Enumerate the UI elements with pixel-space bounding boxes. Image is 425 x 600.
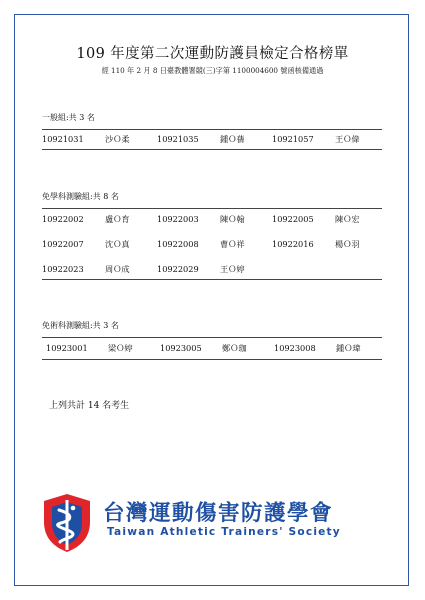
exam-id: 10921031 [42,134,84,144]
candidate-name: 周Ｏ成 [105,264,130,274]
exam-id: 10923001 [46,343,88,353]
exam-id: 10922005 [272,214,314,224]
candidate-name: 鍾Ｏ瑋 [336,343,361,353]
section-table [42,337,382,360]
candidate-name: 曹Ｏ祥 [220,239,245,249]
exam-id [272,264,335,275]
exam-id: 10923005 [160,343,202,353]
table-row [46,343,382,354]
society-name-en: Taiwan Athletic Trainers' Society [107,526,341,538]
candidate-name: 陳Ｏ宏 [335,214,360,224]
exam-id: 10921057 [272,134,314,144]
candidate-name: 盧Ｏ育 [105,214,130,224]
section-heading: 一般組:共 3 名 [42,113,95,122]
candidate-name: 陳Ｏ翰 [220,214,245,224]
page-title: 109 年度第二次運動防護員檢定合格榜單 [76,46,349,62]
section-exempt-written [42,191,382,280]
candidate-name: 梁Ｏ婷 [108,343,133,353]
candidate-name: 沈Ｏ真 [105,239,130,249]
candidate-name: 沙Ｏ柔 [105,134,130,144]
section-table [42,129,382,150]
section-heading: 免術科測驗組:共 3 名 [42,321,119,330]
exam-id: 10922023 [42,264,84,274]
table-row [42,239,382,250]
society-logo [40,490,385,555]
section-heading: 免學科測驗組:共 8 名 [42,192,119,201]
candidate-name: 鍾Ｏ蒨 [220,134,245,144]
section-exempt-practical [42,320,382,360]
page-subtitle: 經 110 年 2 月 8 日臺教體署競(三)字第 1100004600 號函核備通過 [101,66,324,75]
section-table [42,208,382,280]
table-row [42,264,382,275]
table-row [42,134,382,145]
exam-id: 10922008 [157,239,199,249]
candidate-name: 楊Ｏ羽 [335,239,360,249]
exam-id: 10923008 [274,343,316,353]
table-row [42,214,382,225]
caduceus-shield-icon [40,492,94,554]
exam-id: 10922003 [157,214,199,224]
candidate-name [335,264,382,275]
exam-id: 10921035 [157,134,199,144]
exam-id: 10922016 [272,239,314,249]
candidate-name: 王Ｏ婷 [220,264,245,274]
candidate-name: 鄭Ｏ珈 [222,343,247,353]
summary-text: 上列共計 14 名考生 [49,401,130,411]
exam-id: 10922002 [42,214,84,224]
exam-id: 10922007 [42,239,84,249]
society-name-zh: 台灣運動傷害防護學會 [103,501,334,526]
candidate-name: 王Ｏ偉 [335,134,360,144]
exam-id: 10922029 [157,264,199,274]
section-general [42,112,382,150]
